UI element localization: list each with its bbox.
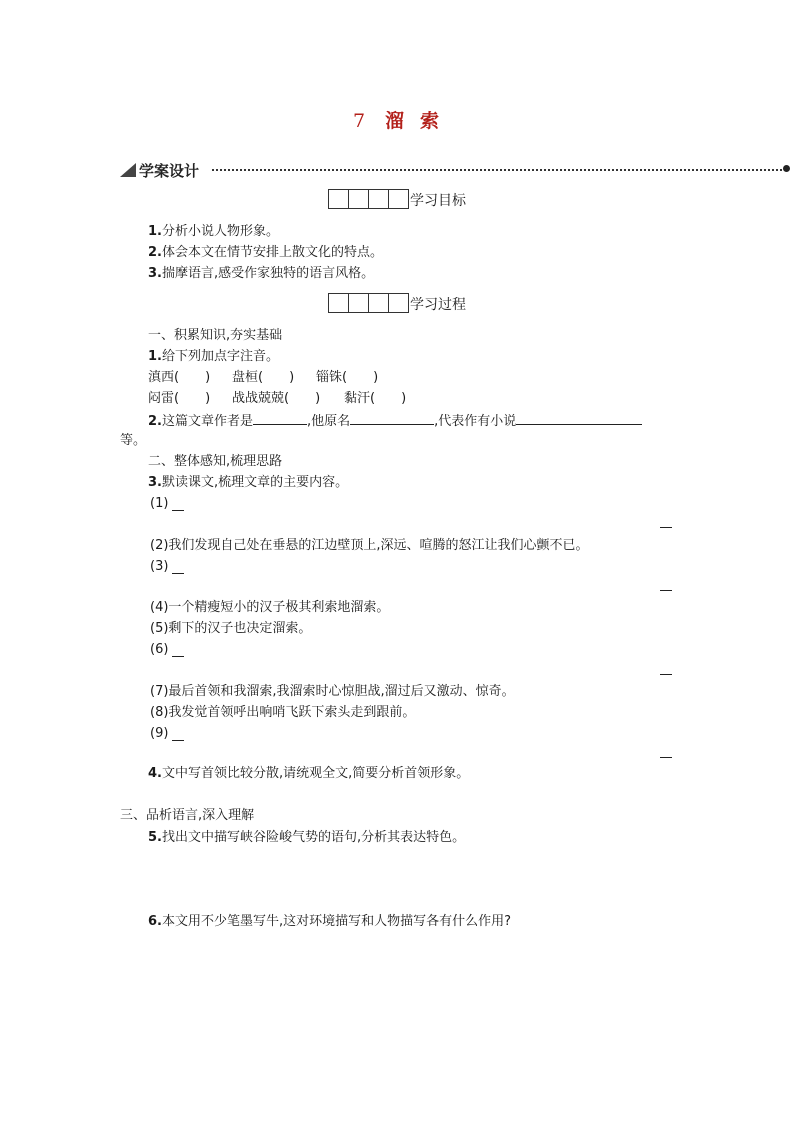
section-label: 学案设计 [139,162,200,180]
part-heading: 二、整体感知,梳理思路 [148,454,283,469]
step-text: (5)剩下的汉子也决定溜索。 [150,621,312,636]
heading-boxes [328,293,408,313]
pinyin-item: 战战兢兢( ) [232,391,321,406]
answer-line[interactable] [172,510,184,511]
question-2: 2.这篇文章作者是 ,他原名 ,代表作有小说 [148,412,642,430]
goal-item: 2.体会本文在情节安排上散文化的特点。 [148,245,383,260]
goal-item: 1.分析小说人物形象。 [148,224,279,239]
step-text: (4)一个精瘦短小的汉子极其利索地溜索。 [150,600,390,615]
answer-line[interactable] [172,740,184,741]
answer-blank[interactable] [516,412,642,425]
answer-line[interactable] [172,573,184,574]
pinyin-item: 黏汗( ) [344,391,407,406]
section-header [120,160,790,182]
answer-line[interactable] [660,757,672,758]
question-3: 3.默读课文,梳理文章的主要内容。 [148,475,349,490]
goal-item: 3.揣摩语言,感受作家独特的语言风格。 [148,266,375,281]
lesson-number: 7 [352,110,368,132]
title-char: 索 [420,110,442,132]
pinyin-item: 滇西( ) [148,370,211,385]
dotted-rule [212,169,782,171]
heading-boxes [328,189,408,209]
page-title [0,106,794,133]
answer-line[interactable] [660,527,672,528]
step-label: (1) [150,496,169,511]
answer-line[interactable] [660,674,672,675]
answer-blank[interactable] [350,412,434,425]
triangle-icon [120,163,136,177]
question-2-continuation: 等。 [120,433,147,448]
pinyin-item: 闷雷( ) [148,391,211,406]
part-heading: 一、积累知识,夯实基础 [148,328,283,343]
pinyin-item: 锱铢( ) [316,370,379,385]
pinyin-item: 盘桓( ) [232,370,295,385]
part-heading: 三、品析语言,深入理解 [120,808,255,823]
step-label: (6) [150,642,169,657]
answer-line[interactable] [172,656,184,657]
question-6: 6.本文用不少笔墨写牛,这对环境描写和人物描写各有什么作用? [148,914,512,929]
process-heading-text: 学习过程 [410,297,466,313]
answer-blank[interactable] [253,412,307,425]
answer-line[interactable] [660,590,672,591]
step-text: (8)我发觉首领呼出响哨飞跃下索头走到跟前。 [150,705,416,720]
question-5: 5.找出文中描写峡谷险峻气势的语句,分析其表达特色。 [148,830,466,845]
step-text: (2)我们发现自己处在垂悬的江边壁顶上,深远、喧腾的怒江让我们心颤不已。 [150,538,589,553]
bullet-end-icon [783,165,790,172]
step-text: (7)最后首领和我溜索,我溜索时心惊胆战,溜过后又激动、惊奇。 [150,684,515,699]
title-char: 溜 [385,110,407,132]
step-label: (3) [150,559,169,574]
question-1: 1.给下列加点字注音。 [148,349,279,364]
question-4: 4.文中写首领比较分散,请统观全文,简要分析首领形象。 [148,766,470,781]
goals-heading-text: 学习目标 [410,193,466,209]
step-label: (9) [150,726,169,741]
